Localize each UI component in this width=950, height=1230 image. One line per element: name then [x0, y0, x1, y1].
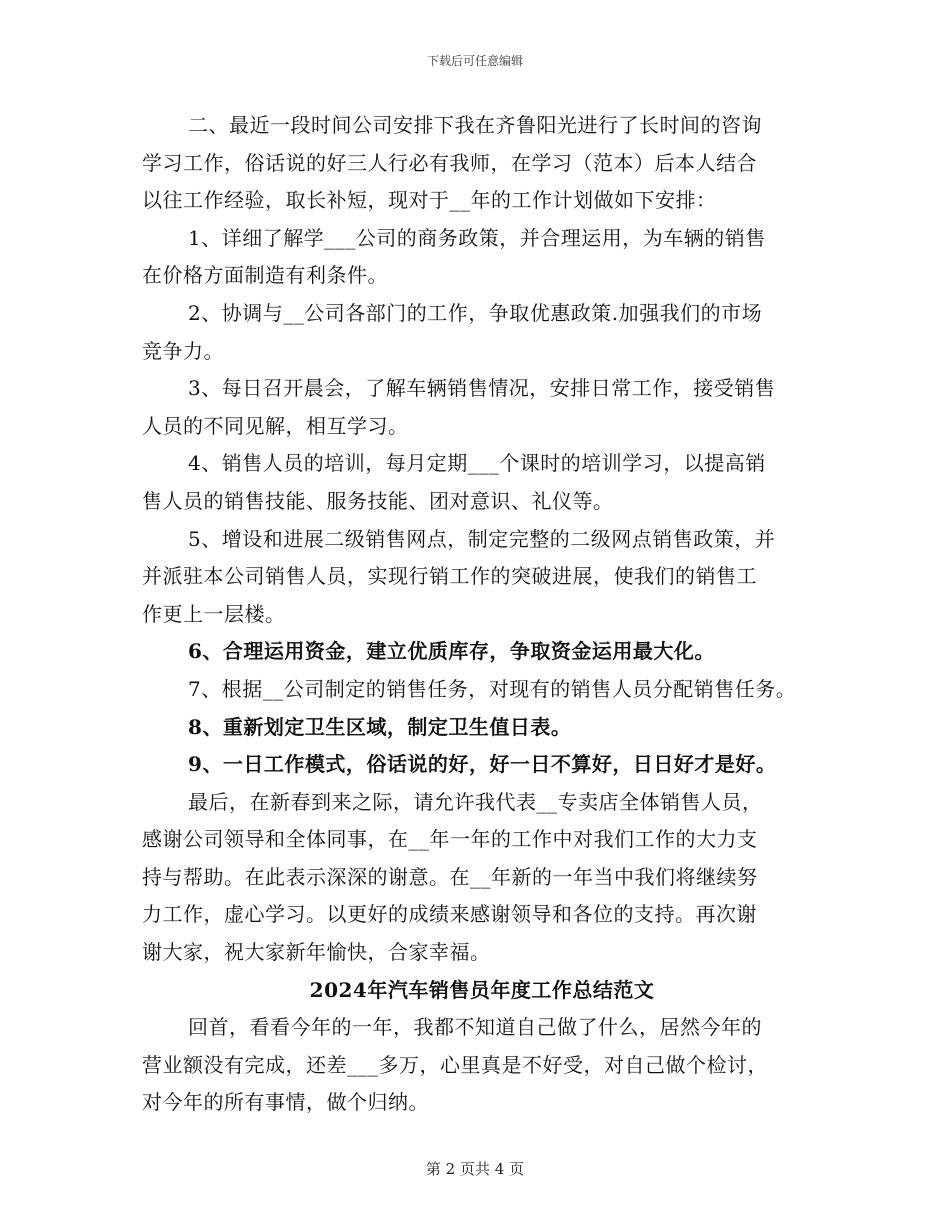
- list-item-line: 5、增设和进展二级销售网点，制定完整的二级网点销售政策，并: [188, 526, 776, 551]
- paragraph-line: 二、最近一段时间公司安排下我在齐鲁阳光进行了长时间的咨询: [188, 113, 762, 137]
- paragraph-line: 谢大家，祝大家新年愉快，合家幸福。: [142, 940, 491, 965]
- list-item-line: 作更上一层楼。: [142, 601, 286, 626]
- list-item-line-bold: 8、重新划定卫生区域，制定卫生值日表。: [188, 714, 572, 739]
- paragraph-line: 感谢公司领导和全体同事，在__年一年的工作中对我们工作的大力支: [142, 827, 758, 852]
- list-item-line: 7、根据__公司制定的销售任务，对现有的销售人员分配销售任务。: [188, 676, 797, 701]
- list-item-line: 人员的不同见解，相互学习。: [142, 413, 409, 438]
- list-item-line: 1、详细了解学___公司的商务政策，并合理运用，为车辆的销售: [188, 225, 766, 250]
- paragraph-line: 持与帮助。在此表示深深的谢意。在__年新的一年当中我们将继续努: [142, 864, 758, 889]
- list-item-line: 并派驻本公司销售人员，实现行销工作的突破进展，使我们的销售工: [142, 564, 757, 589]
- paragraph-line: 营业额没有完成，还差___多万，心里真是不好受，对自己做个检讨，: [142, 1052, 768, 1077]
- list-item-line-bold: 6、合理运用资金，建立优质库存，争取资金运用最大化。: [188, 639, 715, 664]
- paragraph-line: 学习工作，俗话说的好三人行必有我师，在学习（范本）后本人结合: [142, 150, 757, 175]
- page-footer: 第 2 页共 4 页: [425, 1160, 525, 1178]
- list-item-line: 售人员的销售技能、服务技能、团对意识、礼仪等。: [142, 488, 614, 513]
- paragraph-line: 回首，看看今年的一年，我都不知道自己做了什么，居然今年的: [188, 1015, 762, 1040]
- section-title: 2024年汽车销售员年度工作总结范文: [309, 977, 655, 1002]
- list-item-line: 4、销售人员的培训，每月定期___个课时的培训学习，以提高销: [188, 451, 766, 476]
- paragraph-line: 对今年的所有事情，做个归纳。: [142, 1090, 429, 1115]
- list-item-line-bold: 9、一日工作模式，俗话说的好，好一日不算好，日日好才是好。: [188, 752, 777, 777]
- document-body: [142, 107, 822, 1122]
- list-item-line: 竞争力。: [142, 338, 224, 363]
- page-header: 下载后可任意编辑: [426, 54, 523, 68]
- paragraph-line: 力工作，虚心学习。以更好的成绩来感谢领导和各位的支持。再次谢: [142, 902, 757, 927]
- paragraph-line: 最后，在新春到来之际，请允许我代表__专卖店全体销售人员，: [188, 789, 763, 814]
- paragraph-line: 以往工作经验，取长补短，现对于__年的工作计划做如下安排：: [142, 188, 717, 213]
- list-item-line: 3、每日召开晨会，了解车辆销售情况，安排日常工作，接受销售: [188, 376, 776, 401]
- list-item-line: 2、协调与__公司各部门的工作，争取优惠政策.加强我们的市场: [188, 300, 763, 325]
- list-item-line: 在价格方面制造有利条件。: [142, 263, 388, 288]
